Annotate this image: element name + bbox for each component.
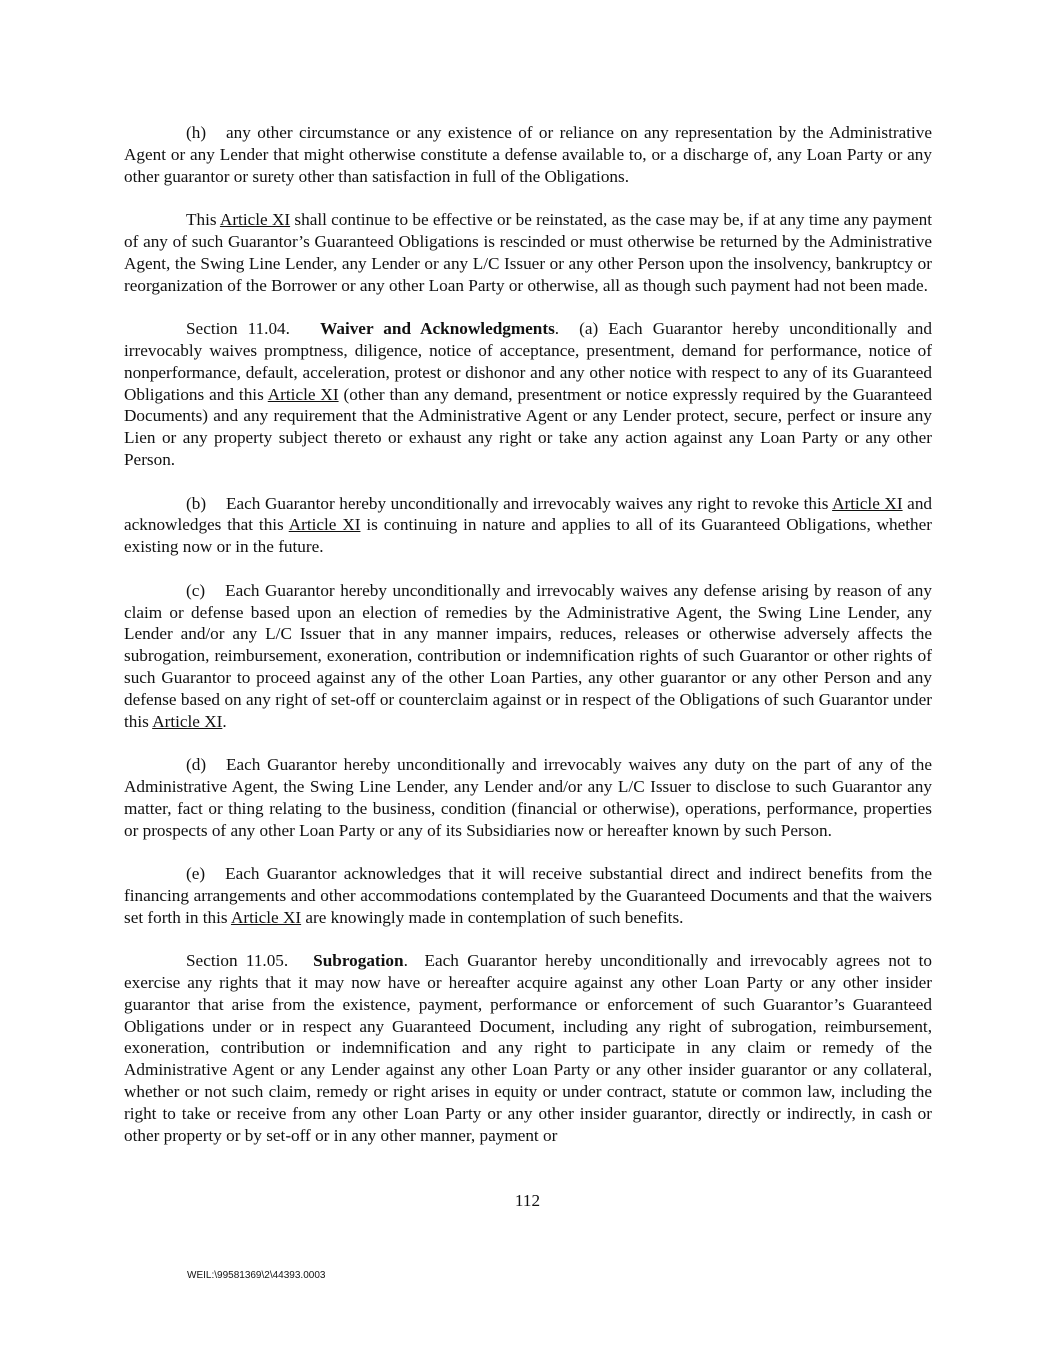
text-fragment: are knowingly made in contemplation of such benefits.	[301, 907, 684, 927]
paragraph-d	[124, 754, 932, 841]
article-xi-link: Article XI	[288, 515, 361, 535]
section-heading: Waiver and Acknowledgments	[320, 319, 555, 339]
text-fragment: is continuing in nature and applies to all of its Guaranteed Obligations, whether existing now or in the future.	[124, 515, 932, 557]
paragraph-reinstatement	[124, 209, 932, 296]
clause-label: (c)	[186, 580, 206, 600]
document-footer-id: WEIL:\99581369\2\44393.0003	[187, 1270, 326, 1281]
section-11-04	[124, 318, 932, 471]
paragraph-b	[124, 493, 932, 558]
clause-label: (b)	[186, 493, 207, 513]
clause-label: (d)	[186, 755, 207, 775]
section-heading: Subrogation	[313, 951, 404, 971]
clause-text: any other circumstance or any existence of or reliance on any representation by the Administrative Agent or any Lender that might otherwise constitute a defense available to, or a discharge of, any Loan Party or any other guarantor or surety other than satisfaction in full of the Obligations.	[124, 123, 932, 186]
clause-text: Each Guarantor hereby unconditionally and irrevocably waives any duty on the part of any of the Administrative Agent, the Swing Line Lender, any Lender and/or any L/C Issuer to disclose to such Guarantor any matter, fact or thing relating to the business, condition (financial or otherwise), operations, performance, properties or prospects of any other Loan Party or any of its Subsidiaries now or hereafter known by such Person.	[124, 755, 932, 840]
text-fragment: Each Guarantor hereby unconditionally and irrevocably agrees not to exercise any rights that it may now have or hereafter acquire against any other Loan Party or any other insider guarantor that arise from the existence, payment, performance or enforcement of such Guarantor’s Guaranteed Obligations under or in respect any Guaranteed Document, including any right of subrogation, reimbursement, exoneration, contribution or indemnification and any right to participate in any claim or remedy of the Administrative Agent or any Lender against any other Loan Party or any other insider guarantor or any collateral, whether or not such claim, remedy or right arises in equity or under contract, statute or common law, including the right to take or receive from any other Loan Party or any other insider guarantor, directly or indirectly, in cash or other property or by set-off or in any other manner, payment or	[124, 951, 933, 1145]
text-fragment: Each Guarantor hereby unconditionally and irrevocably waives any right to revoke this	[226, 493, 833, 513]
text-fragment: .	[222, 711, 227, 731]
text-fragment: shall continue to be effective or be reinstated, as the case may be, if at any time any payment of any of such Guarantor’s Guaranteed Obligations is rescinded or must otherwise be returned by the Administrative Agent, the Swing Line Lender, any Lender or any L/C Issuer or any other Person upon the insolvency, bankruptcy or reorganization of the Borrower or any other Loan Party or otherwise, all as though such payment had not been made.	[124, 210, 932, 295]
section-11-05	[124, 950, 932, 1146]
text-fragment: This	[186, 210, 220, 230]
heading-period: .	[403, 951, 408, 971]
section-number: Section 11.05.	[186, 951, 289, 971]
text-fragment: Each Guarantor hereby unconditionally and irrevocably waives any defense arising by reason of any claim or defense based upon an election of remedies by the Administrative Agent, the Swing Line Lender, any Lender and/or any L/C Issuer that in any manner impairs, reduces, releases or otherwise adversely affects the subrogation, reimbursement, exoneration, contribution or indemnification rights of such Guarantor or other rights of such Guarantor to proceed against any of the other Loan Parties, any other guarantor or any other Person and any defense based on any right of set-off or counterclaim against or in respect of the Obligations of such Guarantor under this	[124, 580, 932, 731]
article-xi-link: Article XI	[230, 907, 302, 927]
section-number: Section 11.04.	[186, 319, 290, 339]
text-fragment: (a) Each Guarantor hereby unconditionally and irrevocably waives promptness, diligence, notice of acceptance, presentment, demand for performance, notice of nonperformance, default, acceleration, protest or dishonor and any other notice with respect to any of its Guaranteed Obligations and this	[124, 319, 932, 404]
heading-period: .	[554, 319, 560, 339]
clause-label: (h)	[186, 123, 207, 142]
clause-label: (e)	[186, 864, 206, 884]
paragraph-e	[124, 863, 932, 928]
text-fragment: (other than any demand, presentment or notice expressly required by the Guaranteed Documents) and any requirement that the Administrative Agent or any Lender protect, secure, perfect or insure any Lien or any property subject thereto or exhaust any right or take any action against any Loan Party or any other Person.	[124, 384, 933, 469]
text-fragment: Each Guarantor acknowledges that it will receive substantial direct and indirect benefits from the financing arrangements and other accommodations contemplated by the Guaranteed Documents and that the waivers set forth in this	[124, 864, 932, 927]
article-xi-link: Article XI	[267, 384, 339, 404]
body-text	[124, 122, 932, 1168]
article-xi-link: Article XI	[219, 210, 291, 230]
article-xi-link: Article XI	[152, 711, 223, 731]
page-number: 112	[514, 1191, 541, 1210]
text-fragment: and acknowledges that this	[124, 493, 933, 535]
paragraph-c	[124, 580, 932, 733]
paragraph-h	[124, 122, 932, 187]
article-xi-link: Article XI	[832, 493, 903, 513]
